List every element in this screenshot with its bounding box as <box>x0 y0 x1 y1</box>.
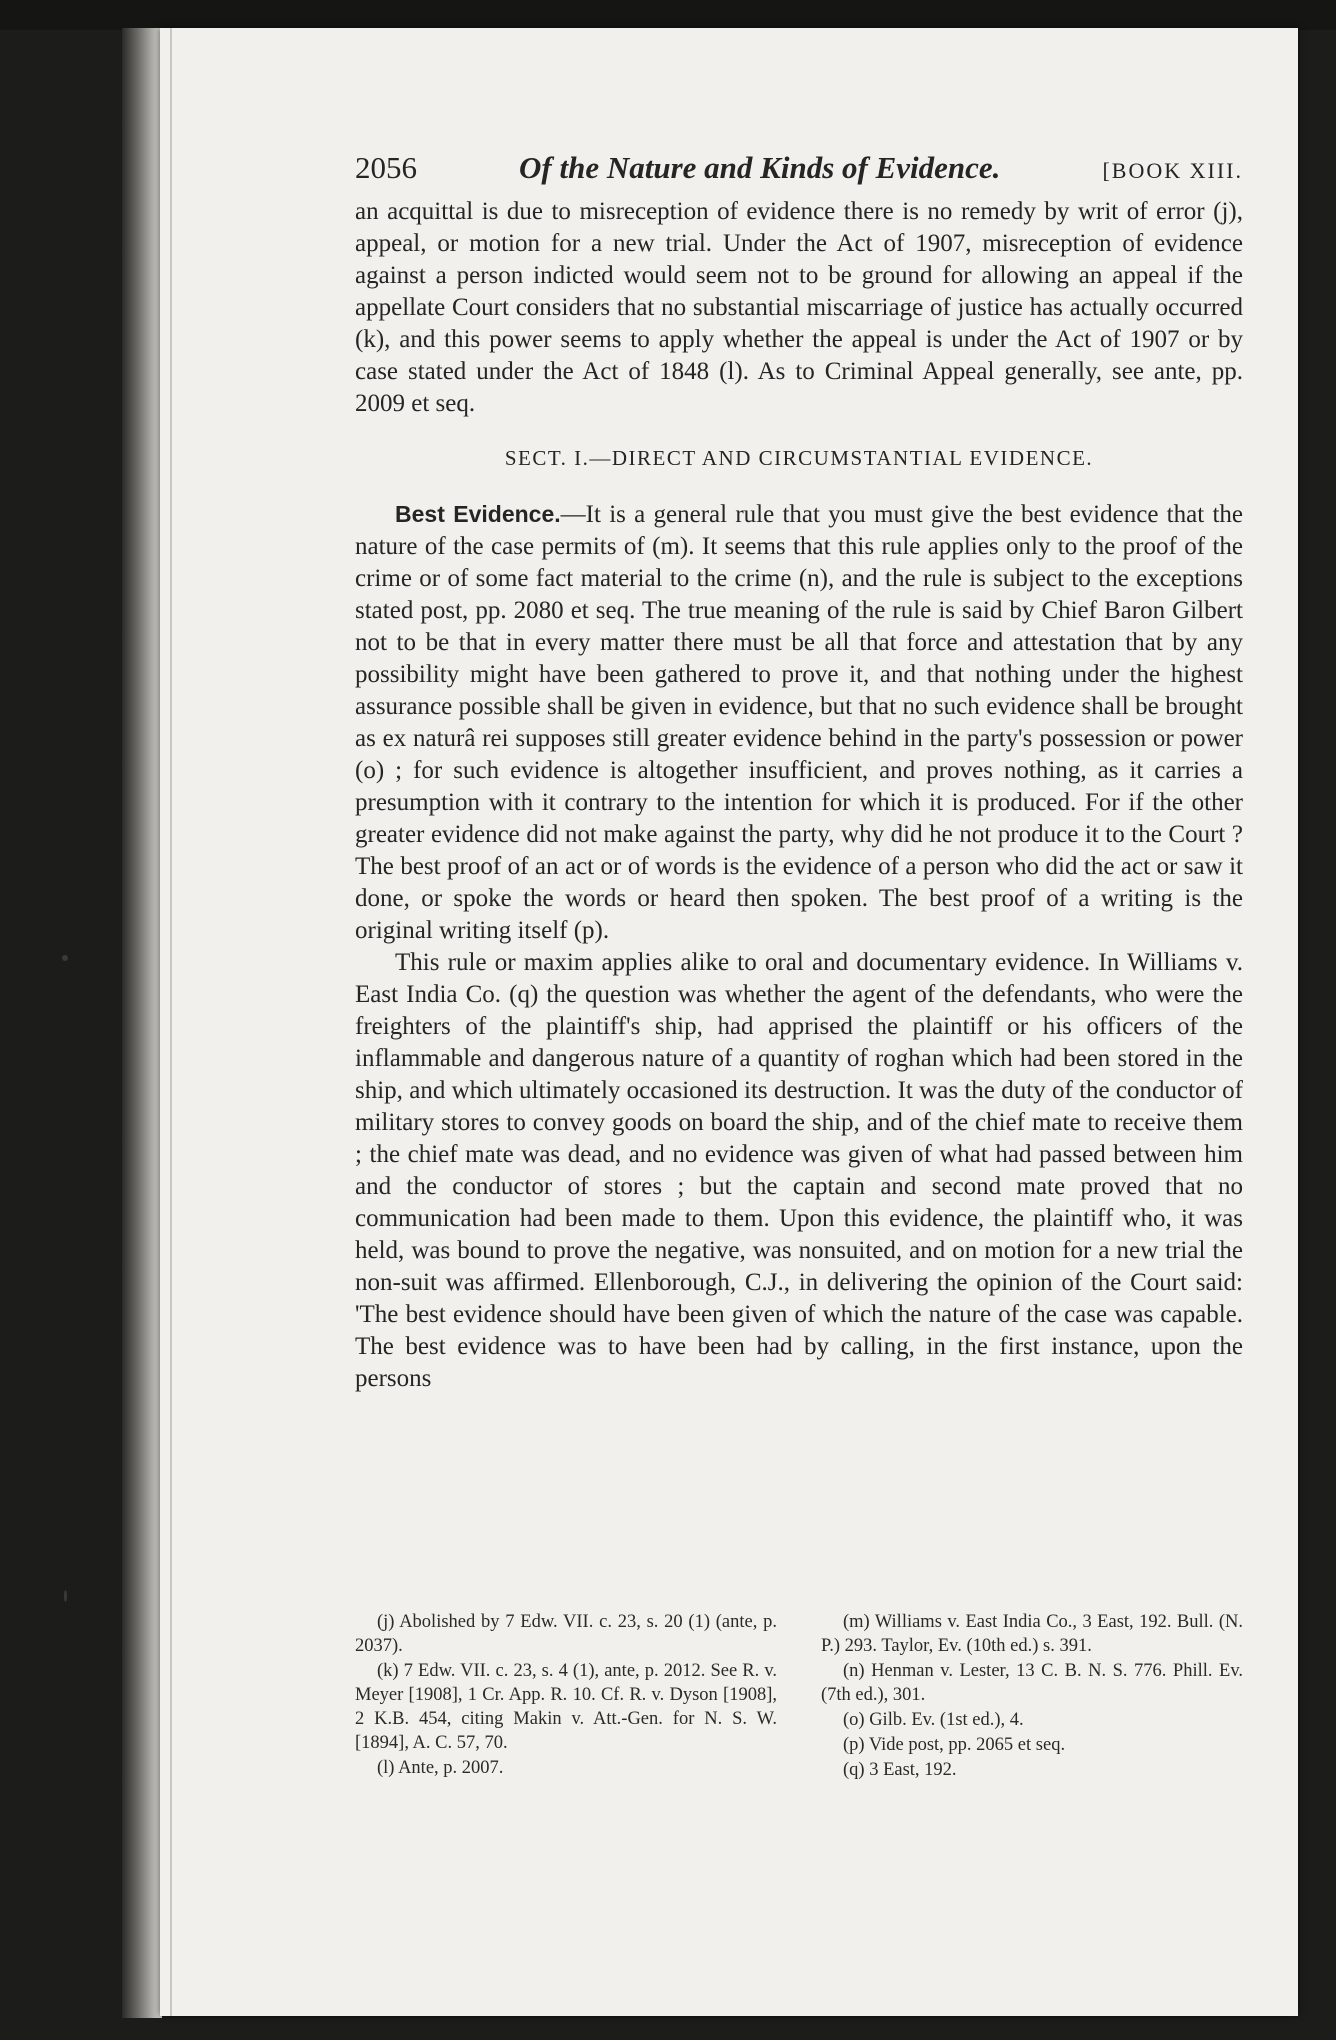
paragraph-best-evidence-text: —It is a general rule that you must give the best evidence that the nature of the case permits of (m). It seems that this rule applies only to the proof of the crime or of some fact material to the crime (n), and the rule is subject to the exceptions stated post, pp. 2080 et seq. The true meaning of the rule is said by Chief Baron Gilbert not to be that in every matter there must be all that force and attestation that by any possibility might have been gathered to prove it, and that nothing under the highest assurance possible shall be given in evidence, but that no such evidence shall be brought as ex naturâ rei supposes still greater evidence behind in the party's possession or power (o) ; for such evidence is altogether insufficient, and proves nothing, as it carries a presumption with it contrary to the intention for which it is produced. For if the other greater evidence did not make against the party, why did he not produce it to the Court ? The best proof of an act or of words is the evidence of a person who did the act or saw it done, or spoke the words or heard then spoken. The best proof of a writing is the original writing itself (p). <box>355 501 1243 944</box>
footnotes-left-column <box>355 1610 777 1783</box>
page-gutter-line <box>170 28 172 2016</box>
page-number: 2056 <box>355 150 417 185</box>
book-label: [BOOK XIII. <box>1102 158 1243 183</box>
scan-speck <box>62 955 68 961</box>
section-heading: SECT. I.—DIRECT AND CIRCUMSTANTIAL EVIDENCE. <box>504 446 1094 470</box>
page-content <box>355 150 1243 1395</box>
footnote-l: (l) Ante, p. 2007. <box>377 1758 504 1778</box>
footnote-m: (m) Williams v. East India Co., 3 East, 192. Bull. (N. P.) 293. Taylor, Ev. (10th ed.) s. 391. <box>821 1612 1243 1656</box>
footnote-j: (j) Abolished by 7 Edw. VII. c. 23, s. 20 (1) (ante, p. 2037). <box>355 1612 777 1656</box>
scan-speck <box>64 1590 67 1602</box>
run-in-heading: Best Evidence. <box>395 501 561 527</box>
footnote-k: (k) 7 Edw. VII. c. 23, s. 4 (1), ante, p. 2012. See R. v. Meyer [1908], 1 Cr. App. R. 10. Cf. R. v. Dyson [1908], 2 K.B. 454, citing Makin v. Att.-Gen. for N. S. W. [1894], A. C. 57, 70. <box>355 1661 777 1753</box>
paragraph-williams-case: This rule or maxim applies alike to oral and documentary evidence. In Williams v. East India Co. (q) the question was whether the agent of the defendants, who were the freighters of the plaintiff's ship, had apprised the plaintiff or his officers of the inflammable and dangerous nature of a quantity of roghan which had been stored in the ship, and which ultimately occasioned its destruction. It was the duty of the conductor of military stores to convey goods on board the ship, and of the chief mate to receive them ; the chief mate was dead, and no evidence was given of what had passed between him and the conductor of stores ; but the captain and second mate proved that no communication had been made to them. Upon this evidence, the plaintiff who, it was held, was bound to prove the negative, was nonsuited, and on motion for a new trial the non-suit was affirmed. Ellenborough, C.J., in delivering the opinion of the Court said: 'The best evidence should have been given of which the nature of the case was capable. The best evidence was to have been had by calling, in the first instance, upon the persons <box>355 949 1243 1392</box>
running-title: Of the Nature and Kinds of Evidence. <box>519 150 1001 185</box>
footnotes <box>355 1610 1243 1783</box>
running-head <box>355 150 1243 196</box>
footnote-p: (p) Vide post, pp. 2065 et seq. <box>843 1735 1066 1755</box>
paragraph-best-evidence <box>355 498 1243 947</box>
scan-border <box>0 0 1336 30</box>
footnotes-right-column <box>821 1610 1243 1783</box>
book-spine-shadow <box>122 28 162 2018</box>
footnote-n: (n) Henman v. Lester, 13 C. B. N. S. 776. Phill. Ev. (7th ed.), 301. <box>821 1661 1243 1705</box>
footnote-o: (o) Gilb. Ev. (1st ed.), 4. <box>843 1710 1024 1730</box>
paragraph-continuation: an acquittal is due to misreception of evidence there is no remedy by writ of error (j), appeal, or motion for a new trial. Under the Act of 1907, misreception of evidence against a person indicted would seem not to be ground for allowing an appeal if the appellate Court considers that no substantial miscarriage of justice has actually occurred (k), and this power seems to apply whether the appeal is under the Act of 1907 or by case stated under the Act of 1848 (l). As to Criminal Appeal generally, see ante, pp. 2009 et seq. <box>355 198 1243 417</box>
footnote-q: (q) 3 East, 192. <box>843 1760 957 1780</box>
